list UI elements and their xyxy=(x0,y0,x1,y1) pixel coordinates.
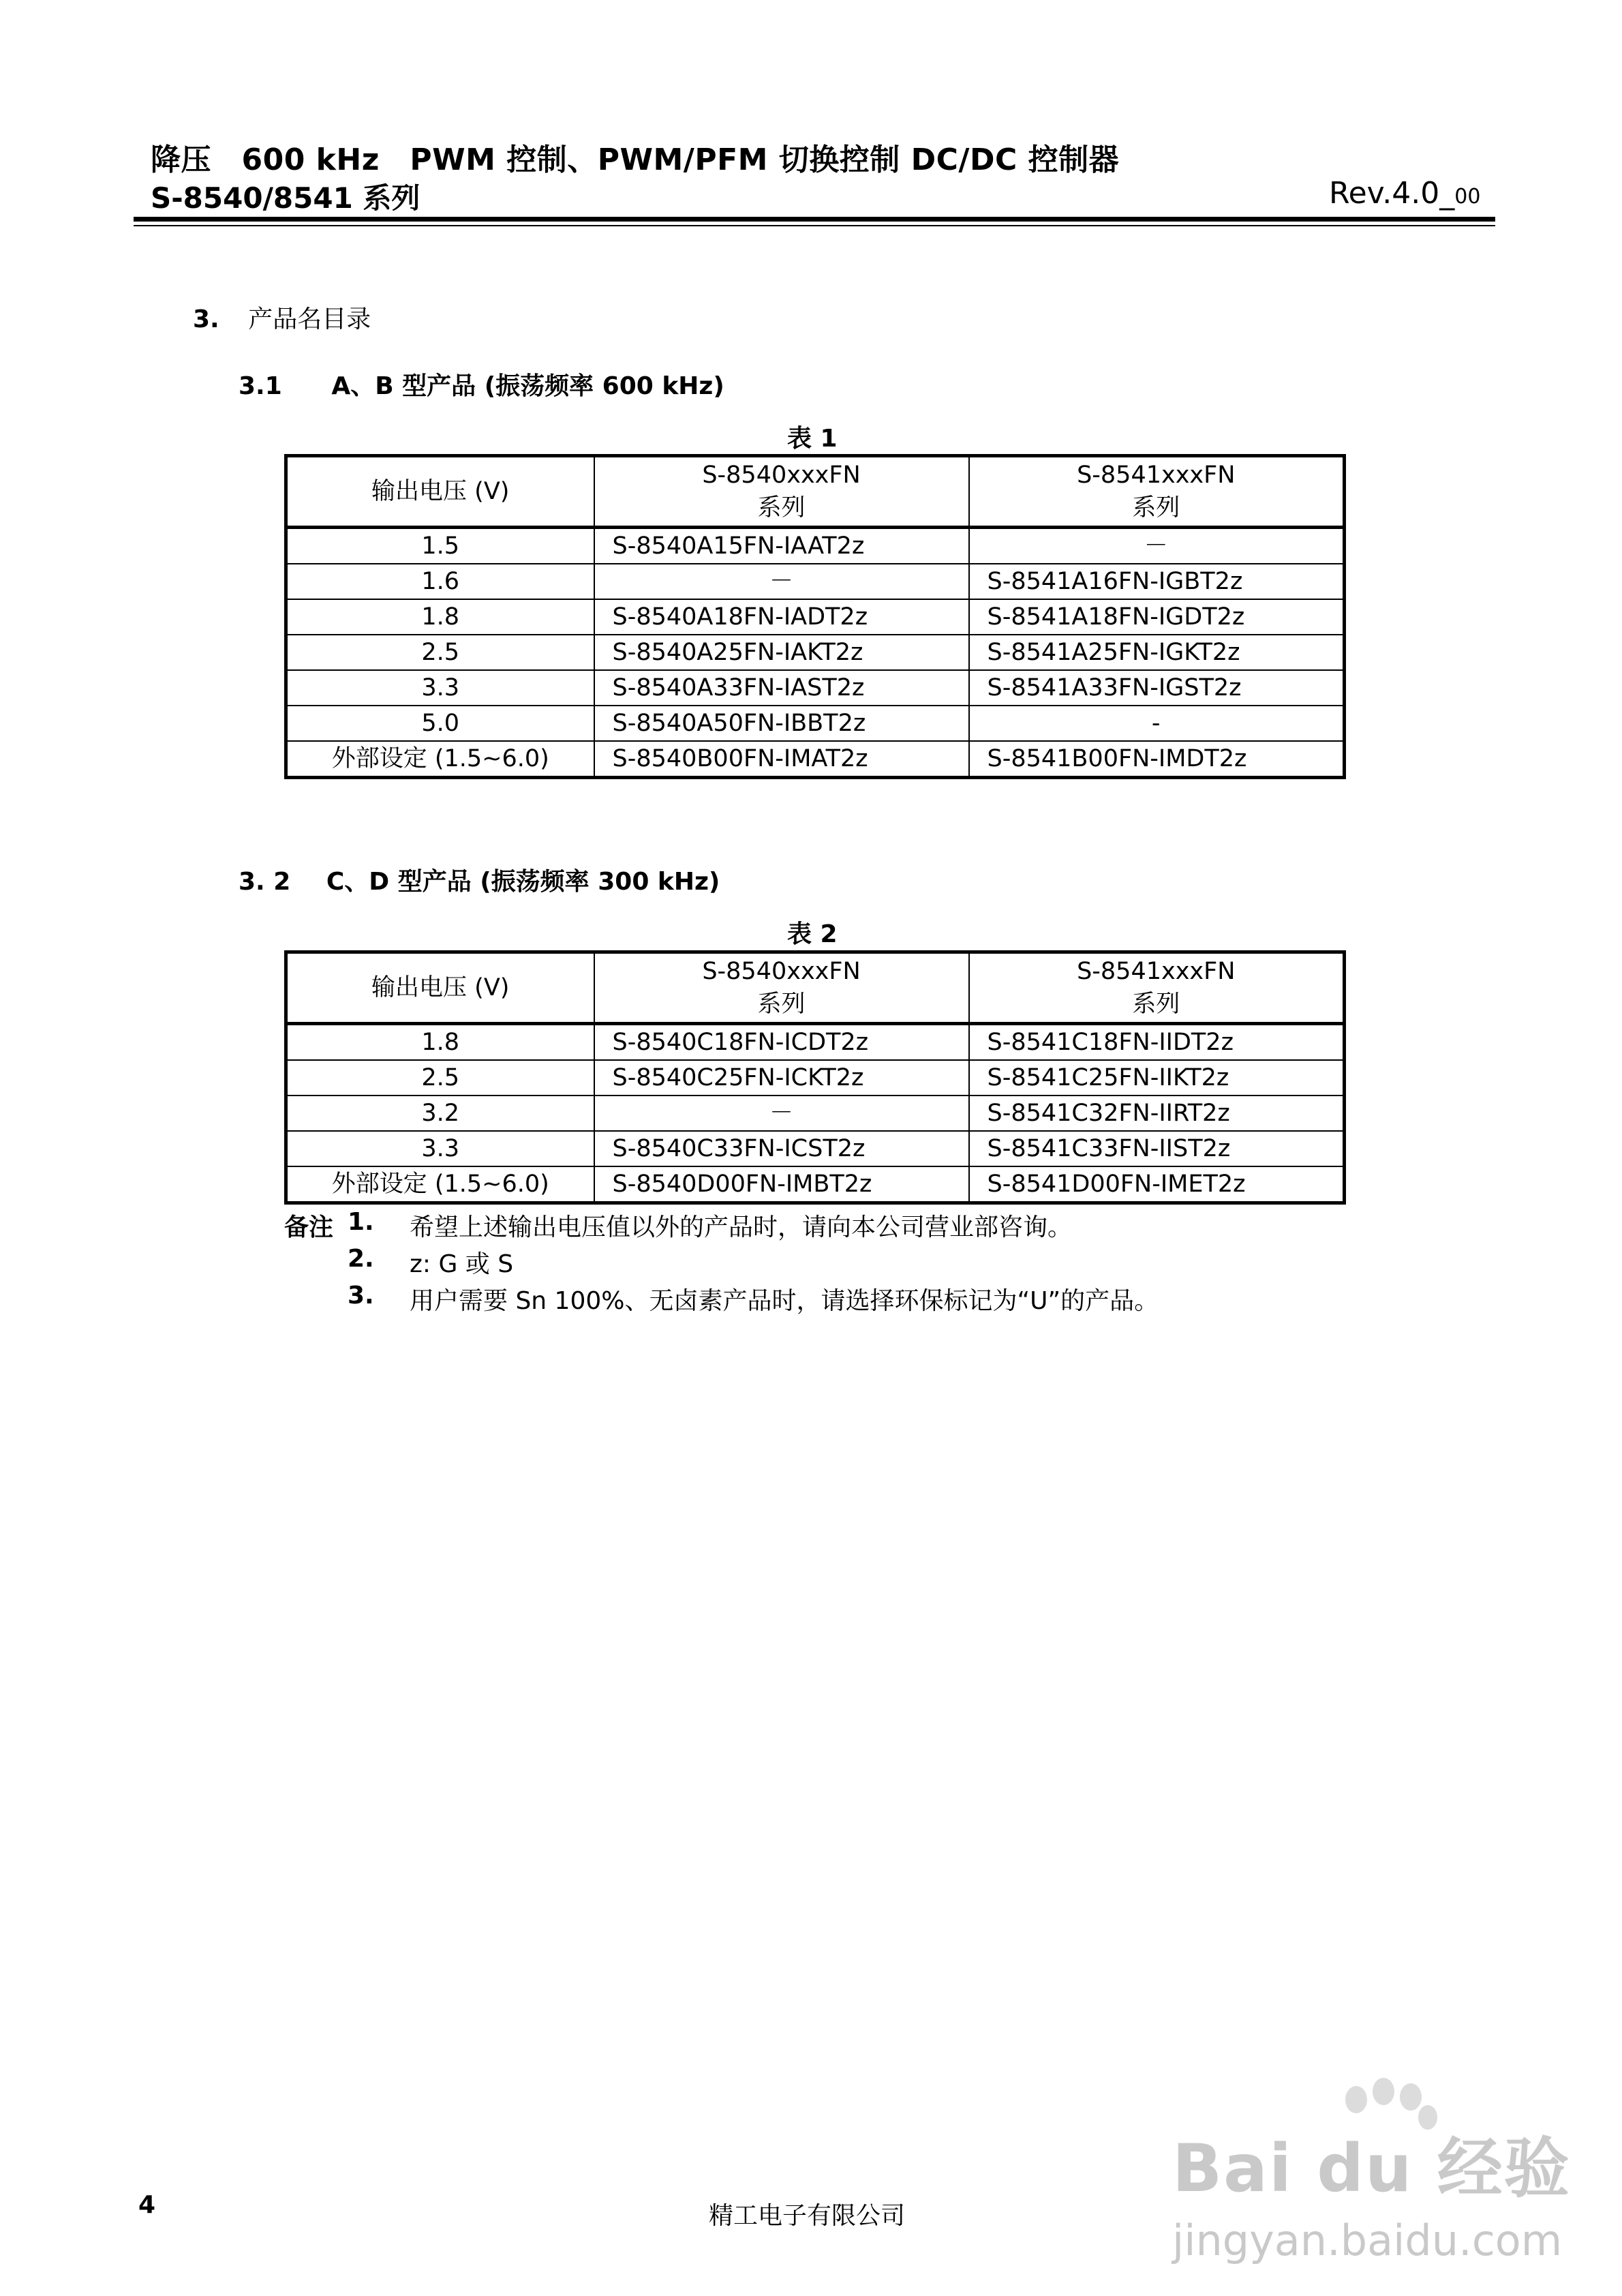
note-text: z: G 或 S xyxy=(410,1250,514,1278)
cell-s8540-part: S-8540A25FN-IAKT2z xyxy=(594,635,969,670)
cell-s8540-part: S-8540C25FN-ICKT2z xyxy=(594,1060,969,1096)
section-3-heading xyxy=(193,300,371,335)
cell-output-voltage: 1.8 xyxy=(286,599,594,635)
section-3-1-number: 3.1 xyxy=(239,372,282,400)
cell-s8541-part: S-8541D00FN-IMET2z xyxy=(969,1166,1345,1203)
cell-s8541-part: S-8541C32FN-IIRT2z xyxy=(969,1096,1345,1131)
header-s8541: S-8541xxxFN 系列 xyxy=(969,952,1345,1024)
header-output-voltage: 输出电压 (V) xyxy=(286,952,594,1024)
note-item xyxy=(284,1282,1159,1318)
header-rule-thick xyxy=(134,217,1495,222)
section-3-1-title: A、B 型产品 (振荡频率 600 kHz) xyxy=(331,372,724,400)
header-rule-thin xyxy=(134,225,1495,226)
cell-s8541-part: S-8541C33FN-IIST2z xyxy=(969,1131,1345,1166)
table-2-caption: 表 2 xyxy=(787,920,838,948)
header-s8540: S-8540xxxFN 系列 xyxy=(594,456,969,528)
cell-s8541-part: S-8541C18FN-IIDT2z xyxy=(969,1024,1345,1061)
page-number: 4 xyxy=(138,2191,156,2219)
table-header-row xyxy=(286,456,1345,528)
table-row xyxy=(286,670,1345,706)
table-row xyxy=(286,1131,1345,1166)
note-number: 1. xyxy=(348,1208,374,1236)
cell-output-voltage: 3.2 xyxy=(286,1096,594,1131)
section-3-title: 产品名目录 xyxy=(248,305,371,333)
cell-output-voltage: 2.5 xyxy=(286,1060,594,1096)
cell-s8541-part: S-8541A25FN-IGKT2z xyxy=(969,635,1345,670)
cell-s8541-part: - xyxy=(969,706,1345,741)
product-table-2 xyxy=(284,950,1346,1205)
cell-output-voltage: 5.0 xyxy=(286,706,594,741)
cell-s8541-part: S-8541A16FN-IGBT2z xyxy=(969,564,1345,599)
cell-s8541-part: － xyxy=(969,528,1345,564)
cell-output-voltage: 3.3 xyxy=(286,670,594,706)
cell-output-voltage: 1.8 xyxy=(286,1024,594,1061)
company-name: 精工电子有限公司 xyxy=(709,2202,906,2230)
note-text: 希望上述输出电压值以外的产品时，请向本公司营业部咨询。 xyxy=(410,1213,1073,1241)
cell-s8541-part: S-8541B00FN-IMDT2z xyxy=(969,741,1345,778)
cell-output-voltage: 1.5 xyxy=(286,528,594,564)
cell-s8540-part: S-8540C33FN-ICST2z xyxy=(594,1131,969,1166)
note-item xyxy=(284,1245,514,1282)
table-row xyxy=(286,1060,1345,1096)
series-name: S-8540/8541 系列 xyxy=(151,181,420,215)
cell-s8540-part: S-8540D00FN-IMBT2z xyxy=(594,1166,969,1203)
notes-label: 备注 xyxy=(284,1213,334,1241)
cell-output-voltage: 外部设定 (1.5~6.0) xyxy=(286,1166,594,1203)
table-row xyxy=(286,1096,1345,1131)
table-1-caption: 表 1 xyxy=(787,425,838,453)
header-s8541: S-8541xxxFN 系列 xyxy=(969,456,1345,528)
cell-s8540-part: － xyxy=(594,1096,969,1131)
revision xyxy=(1329,176,1480,211)
note-number: 2. xyxy=(348,1245,374,1273)
document-title: 降压 600 kHz PWM 控制、PWM/PFM 切换控制 DC/DC 控制器 xyxy=(151,142,1120,177)
table-row xyxy=(286,599,1345,635)
table-row xyxy=(286,741,1345,778)
cell-output-voltage: 外部设定 (1.5~6.0) xyxy=(286,741,594,778)
cell-s8541-part: S-8541A33FN-IGST2z xyxy=(969,670,1345,706)
table-row xyxy=(286,564,1345,599)
cell-s8540-part: S-8540B00FN-IMAT2z xyxy=(594,741,969,778)
table-row xyxy=(286,706,1345,741)
notes-block xyxy=(284,1208,1159,1318)
revision-main: Rev.4.0_ xyxy=(1329,176,1455,211)
section-3-number: 3. xyxy=(193,305,219,333)
cell-output-voltage: 3.3 xyxy=(286,1131,594,1166)
header-s8540: S-8540xxxFN 系列 xyxy=(594,952,969,1024)
cell-s8541-part: S-8541C25FN-IIKT2z xyxy=(969,1060,1345,1096)
cell-s8540-part: S-8540A50FN-IBBT2z xyxy=(594,706,969,741)
section-3-1-heading xyxy=(239,367,724,402)
cell-s8540-part: S-8540A33FN-IAST2z xyxy=(594,670,969,706)
note-item xyxy=(284,1208,1073,1245)
section-3-2-heading xyxy=(239,862,720,897)
revision-sub: 00 xyxy=(1454,185,1481,209)
cell-s8540-part: S-8540A18FN-IADT2z xyxy=(594,599,969,635)
table-row xyxy=(286,528,1345,564)
watermark-logo: Bai du 经验 xyxy=(1172,2130,1571,2207)
cell-output-voltage: 1.6 xyxy=(286,564,594,599)
section-3-2-number: 3. 2 xyxy=(239,868,291,896)
cell-s8541-part: S-8541A18FN-IGDT2z xyxy=(969,599,1345,635)
product-table-1 xyxy=(284,454,1346,779)
cell-output-voltage: 2.5 xyxy=(286,635,594,670)
table-header-row xyxy=(286,952,1345,1024)
note-number: 3. xyxy=(348,1282,374,1310)
cell-s8540-part: S-8540A15FN-IAAT2z xyxy=(594,528,969,564)
section-3-2-title: C、D 型产品 (振荡频率 300 kHz) xyxy=(326,868,720,896)
cell-s8540-part: － xyxy=(594,564,969,599)
header-output-voltage: 输出电压 (V) xyxy=(286,456,594,528)
cell-s8540-part: S-8540C18FN-ICDT2z xyxy=(594,1024,969,1061)
table-row xyxy=(286,635,1345,670)
note-text: 用户需要 Sn 100%、无卤素产品时，请选择环保标记为“U”的产品。 xyxy=(410,1287,1159,1315)
watermark-url: jingyan.baidu.com xyxy=(1172,2216,1563,2265)
table-row xyxy=(286,1024,1345,1061)
table-row xyxy=(286,1166,1345,1203)
